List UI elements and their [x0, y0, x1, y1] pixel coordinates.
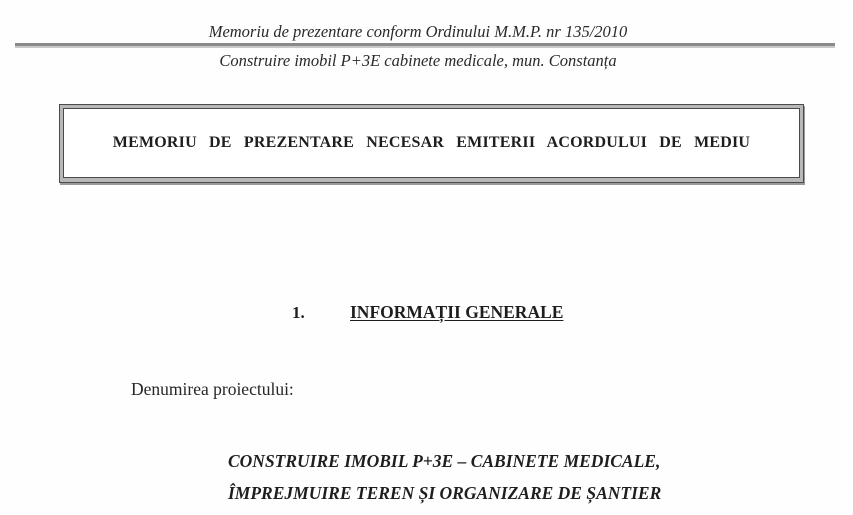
project-name-line-2: ÎMPREJMUIRE TEREN ȘI ORGANIZARE DE ȘANTIER — [228, 483, 662, 503]
document-title-box-inner — [63, 108, 800, 178]
project-name-line-1: CONSTRUIRE IMOBIL P+3E – CABINETE MEDICALE, — [228, 451, 661, 471]
document-title-box — [59, 104, 804, 183]
running-header-subtitle: Construire imobil P+3E cabinete medicale, mun. Constanța — [219, 51, 617, 70]
header-divider — [15, 43, 835, 48]
project-name-label: Denumirea proiectului: — [131, 379, 294, 399]
section-heading: INFORMAȚII GENERALE — [350, 302, 564, 322]
section-number: 1. — [292, 303, 305, 322]
running-header-title: Memoriu de prezentare conform Ordinului M.M.P. nr 135/2010 — [208, 22, 628, 41]
document-title: MEMORIU DE PREZENTARE NECESAR EMITERII ACORDULUI DE MEDIU — [112, 134, 751, 151]
